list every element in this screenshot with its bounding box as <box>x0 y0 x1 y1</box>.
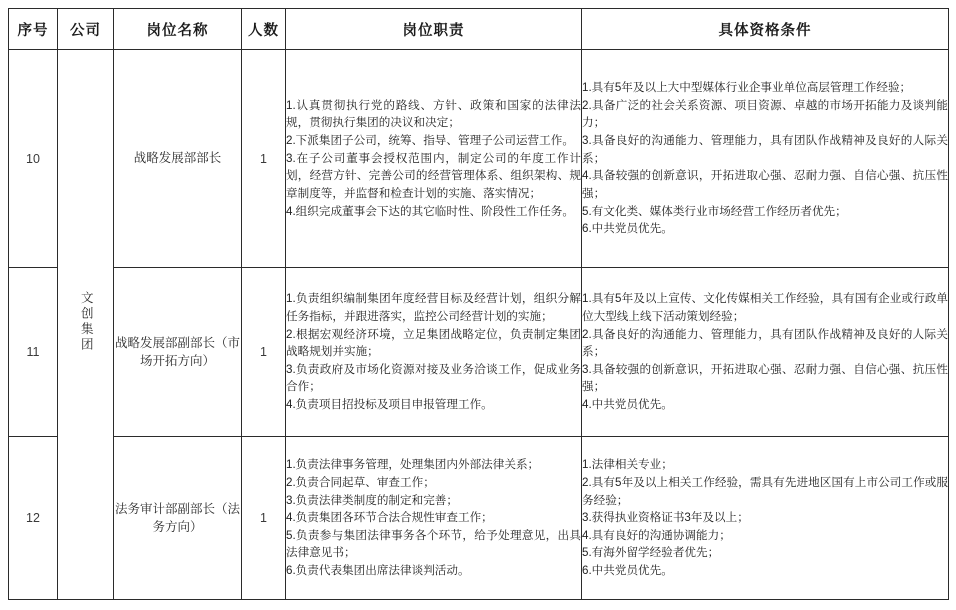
qualification-item: 3.具备良好的沟通能力、管理能力，具有团队作战精神及良好的人际关系； <box>582 134 948 165</box>
table-body <box>9 50 949 600</box>
cell-headcount: 1 <box>242 437 286 600</box>
qualifications-list <box>582 290 948 413</box>
column-header-seq: 序号 <box>9 9 58 50</box>
duty-item: 3.在子公司董事会授权范围内，制定公司的年度工作计划，经营方针、完善公司的经营管理体系、组织架构、规章制度等，并监督和检查计划的实施、落实情况； <box>286 151 581 200</box>
qualification-item: 2.具备良好的沟通能力、管理能力，具有团队作战精神及良好的人际关系； <box>582 327 948 359</box>
header-row <box>9 9 949 50</box>
table-row <box>9 50 949 268</box>
table-row <box>9 437 949 600</box>
qualifications-list <box>582 79 948 237</box>
duty-item: 5.负责参与集团法律事务各个环节，给予处理意见，出具法律意见书； <box>286 528 581 560</box>
duties-list <box>286 290 581 413</box>
duties-list <box>286 456 581 579</box>
duty-item: 3.负责法律类制度的制定和完善； <box>286 493 458 507</box>
cell-company-merged <box>58 50 114 600</box>
qualification-item: 4.中共党员优先。 <box>582 398 673 412</box>
qualification-item: 4.具备较强的创新意识，开拓进取心强、忍耐力强、自信心强、抗压性强； <box>582 169 948 200</box>
qualification-item: 1.具有5年及以上大中型媒体行业企事业单位高层管理工作经验； <box>582 81 912 95</box>
column-header-qualifications: 具体资格条件 <box>582 9 949 50</box>
cell-headcount: 1 <box>242 50 286 268</box>
duty-item: 2.根据宏观经济环境，立足集团战略定位，负责制定集团战略规划并实施； <box>286 327 581 359</box>
duty-item: 2.下派集团子公司，统筹、指导、管理子公司运营工作。 <box>286 134 574 148</box>
qualifications-list <box>582 456 948 579</box>
qualification-item: 1.法律相关专业； <box>582 458 673 472</box>
column-header-title: 岗位名称 <box>114 9 242 50</box>
cell-job-title: 法务审计部副部长（法务方向） <box>114 437 242 600</box>
duty-item: 4.组织完成董事会下达的其它临时性、阶段性工作任务。 <box>286 204 574 218</box>
column-header-company: 公司 <box>58 9 114 50</box>
qualification-item: 2.具备广泛的社会关系资源、项目资源、卓越的市场开拓能力及谈判能力； <box>582 98 948 130</box>
cell-job-title: 战略发展部部长 <box>114 50 242 268</box>
column-header-duties: 岗位职责 <box>286 9 582 50</box>
cell-job-qualifications <box>582 268 949 437</box>
qualification-item: 3.具备较强的创新意识，开拓进取心强、忍耐力强、自信心强、抗压性强； <box>582 362 948 394</box>
duty-item: 6.负责代表集团出席法律谈判活动。 <box>286 564 470 578</box>
duty-item: 1.负责组织编制集团年度经营目标及经营计划，组织分解任务指标，并跟进落实，监控公司经营计划的实施； <box>286 292 581 323</box>
cell-job-duties <box>286 437 582 600</box>
table-row <box>9 268 949 437</box>
cell-job-qualifications <box>582 437 949 600</box>
cell-sequence-number: 11 <box>9 268 58 437</box>
qualification-item: 2.具有5年及以上相关工作经验，需具有先进地区国有上市公司工作或服务经验； <box>582 475 948 507</box>
duty-item: 4.负责项目招投标及项目申报管理工作。 <box>286 398 493 412</box>
job-listing-table <box>8 8 949 600</box>
qualification-item: 5.有海外留学经验者优先； <box>582 546 720 560</box>
qualification-item: 6.中共党员优先。 <box>582 564 673 578</box>
duty-item: 1.负责法律事务管理，处理集团内外部法律关系； <box>286 458 540 472</box>
duty-item: 2.负责合同起草、审查工作； <box>286 475 435 489</box>
qualification-item: 6.中共党员优先。 <box>582 222 673 236</box>
duty-item: 4.负责集团各环节合法合规性审查工作； <box>286 511 493 525</box>
duties-list <box>286 97 581 220</box>
table-header <box>9 9 949 50</box>
qualification-item: 5.有文化类、媒体类行业市场经营工作经历者优先； <box>582 204 847 218</box>
cell-job-title: 战略发展部副部长（市场开拓方向） <box>114 268 242 437</box>
cell-headcount: 1 <box>242 268 286 437</box>
company-name-vertical: 文创集团 <box>79 291 94 353</box>
qualification-item: 4.具有良好的沟通协调能力； <box>582 528 731 542</box>
duty-item: 1.认真贯彻执行党的路线、方针、政策和国家的法律法规，贯彻执行集团的决议和决定； <box>286 98 581 130</box>
column-header-count: 人数 <box>242 9 286 50</box>
cell-sequence-number: 12 <box>9 437 58 600</box>
duty-item: 3.负责政府及市场化资源对接及业务洽谈工作，促成业务合作； <box>286 362 581 394</box>
cell-job-qualifications <box>582 50 949 268</box>
qualification-item: 1.具有5年及以上宣传、文化传媒相关工作经验，具有国有企业或行政单位大型线上线下活动策划经验； <box>582 292 948 323</box>
cell-sequence-number: 10 <box>9 50 58 268</box>
cell-job-duties <box>286 50 582 268</box>
cell-job-duties <box>286 268 582 437</box>
qualification-item: 3.获得执业资格证书3年及以上； <box>582 511 749 525</box>
